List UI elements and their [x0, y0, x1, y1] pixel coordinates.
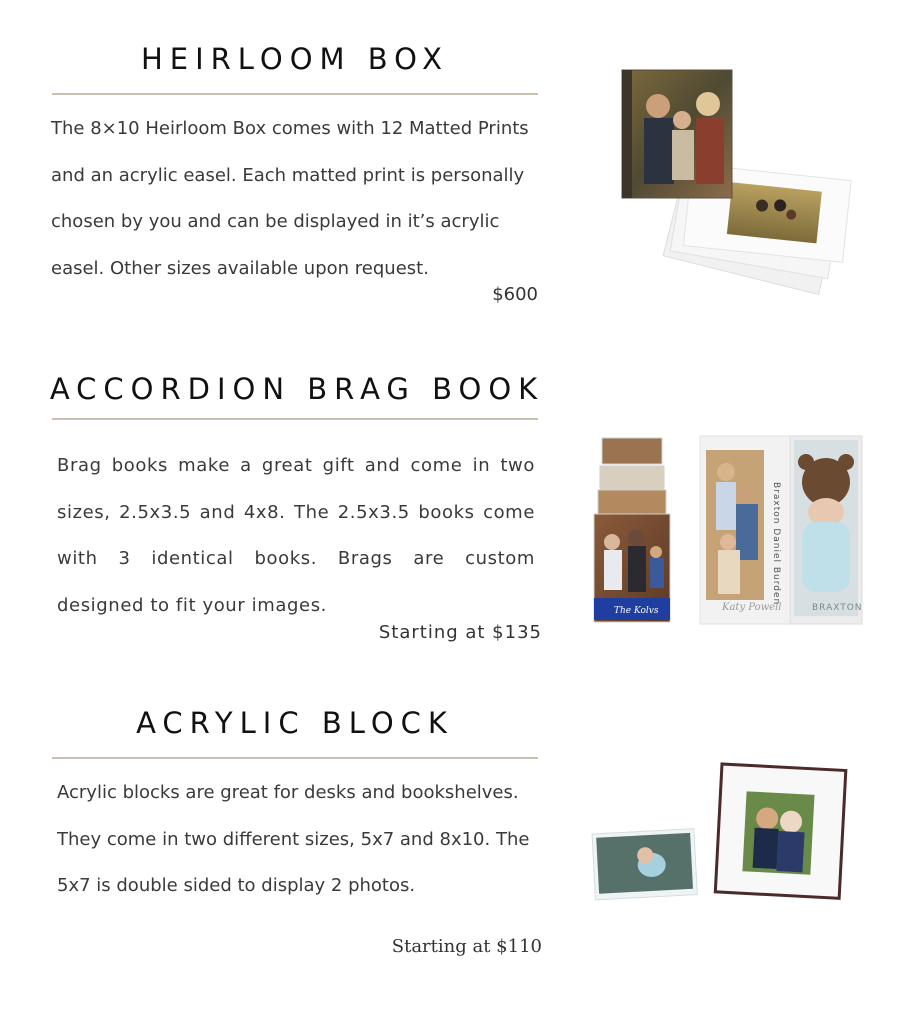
brag-book-description: Brag books make a great gift and come in two sizes, 2.5x3.5 and 4x8. The 2.5x3.5 books come with 3 identical books. Brags are custom designed to fit your images. [57, 455, 535, 616]
svg-text:The Kolvs: The Kolvs [614, 606, 659, 616]
acrylic-block-photo [586, 760, 856, 910]
brag-book-divider [52, 418, 538, 420]
brag-book-photo [588, 432, 868, 632]
acrylic-block-price: Starting at $110 [391, 936, 542, 957]
heirloom-box-divider [52, 93, 538, 95]
acrylic-block-divider [52, 757, 538, 759]
svg-text:Katy Powell: Katy Powell [722, 602, 782, 613]
heirloom-box-description: The 8×10 Heirloom Box comes with 12 Matted Prints and an acrylic easel. Each matted print is personally chosen by you and can be displayed in it’s acrylic easel. Other sizes available upon request. [51, 118, 529, 279]
brag-book-title: ACCORDION BRAG BOOK [49, 372, 545, 406]
acrylic-block-description: Acrylic blocks are great for desks and bookshelves. They come in two different sizes, 5x7 and 8x10. The 5x7 is double sided to display 2 photos. [57, 782, 530, 896]
svg-text:Braxton Daniel Burden: Braxton Daniel Burden [771, 482, 781, 606]
heirloom-box-title: HEIRLOOM BOX [140, 42, 450, 76]
heirloom-box-price: $600 [492, 284, 538, 305]
svg-text:BRAXTON: BRAXTON [812, 603, 863, 613]
heirloom-box-photo [612, 60, 862, 270]
acrylic-block-title: ACRYLIC BLOCK [136, 706, 454, 740]
brag-book-price: Starting at $135 [378, 622, 542, 643]
